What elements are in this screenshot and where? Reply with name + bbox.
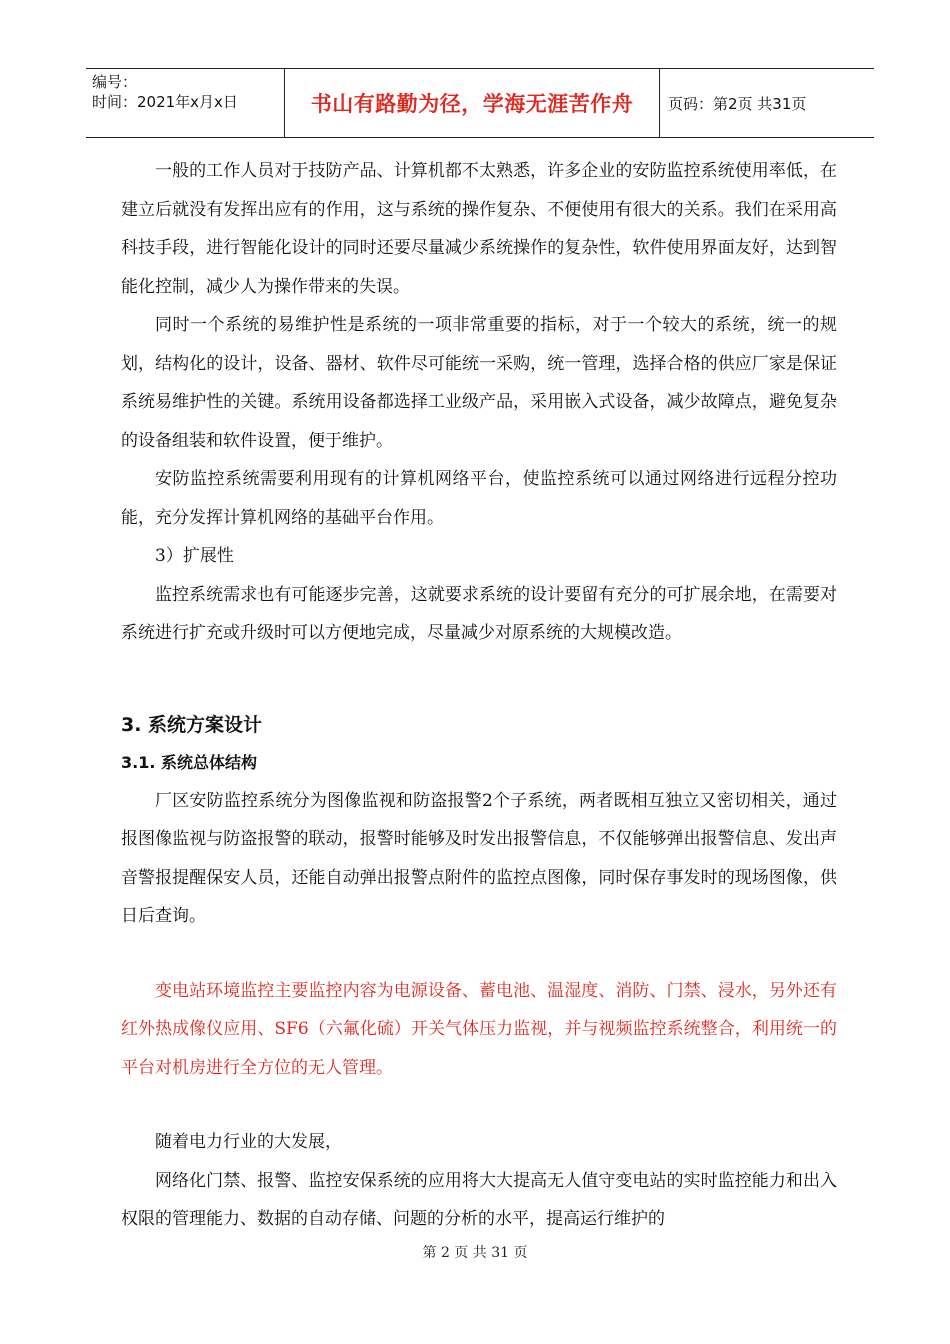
- paragraph: 厂区安防监控系统分为图像监视和防盗报警2个子系统，两者既相互独立又密切相关，通过报图像监视与防盗报警的联动，报警时能够及时发出报警信息，不仅能够弹出报警信息、发出声音警报提醒保安人员，还能自动弹出报警点附件的监控点图像，同时保存事发时的现场图像，供日后查询。: [121, 790, 837, 926]
- header-motto: 书山有路勤为径，学海无涯苦作舟: [285, 69, 660, 137]
- paragraph: 随着电力行业的大发展，: [155, 1132, 342, 1152]
- list-label: 3）扩展性: [155, 546, 234, 566]
- subsection-heading: 3.1. 系统总体结构: [121, 752, 257, 772]
- section-heading: 3. 系统方案设计: [121, 713, 263, 736]
- page-header: [86, 68, 874, 138]
- number-label: 编号：: [92, 73, 138, 91]
- paragraph: 网络化门禁、报警、监控安保系统的应用将大大提高无人值守变电站的实时监控能力和出入权限的管理能力、数据的自动存储、问题的分析的水平，提高运行维护的: [121, 1170, 837, 1229]
- paragraph: 同时一个系统的易维护性是系统的一项非常重要的指标，对于一个较大的系统，统一的规划，结构化的设计，设备、器材、软件尽可能统一采购，统一管理，选择合格的供应厂家是保证系统易维护性的关键。系统用设备都选择工业级产品，采用嵌入式设备，减少故障点，避免复杂的设备组装和软件设置，便于维护。: [121, 315, 837, 451]
- document-body: [121, 152, 837, 1239]
- paragraph: 监控系统需求也有可能逐步完善，这就要求系统的设计要留有充分的可扩展余地，在需要对系统进行扩充或升级时可以方便地完成，尽量减少对原系统的大规模改造。: [121, 584, 837, 643]
- page-footer: 第 2 页 共 31 页: [422, 1245, 528, 1261]
- paragraph: 一般的工作人员对于技防产品、计算机都不太熟悉，许多企业的安防监控系统使用率低，在建立后就没有发挥出应有的作用，这与系统的操作复杂、不便使用有很大的关系。我们在采用高科技手段，进行智能化设计的同时还要尽量减少系统操作的复杂性，软件使用界面友好，达到智能化控制，减少人为操作带来的失误。: [121, 161, 837, 297]
- paragraph: 安防监控系统需要利用现有的计算机网络平台，使监控系统可以通过网络进行远程分控功能，充分发挥计算机网络的基础平台作用。: [121, 469, 837, 528]
- header-meta: [86, 69, 285, 137]
- header-page-info: 页码：第2页 共31页: [668, 94, 807, 113]
- time-label: 时间：2021年x月x日: [92, 93, 238, 111]
- highlighted-paragraph: 变电站环境监控主要监控内容为电源设备、蓄电池、温湿度、消防、门禁、浸水，另外还有红外热成像仪应用、SF6（六氟化硫）开关气体压力监视，并与视频监控系统整合，利用统一的平台对机房进行全方位的无人管理。: [121, 980, 837, 1078]
